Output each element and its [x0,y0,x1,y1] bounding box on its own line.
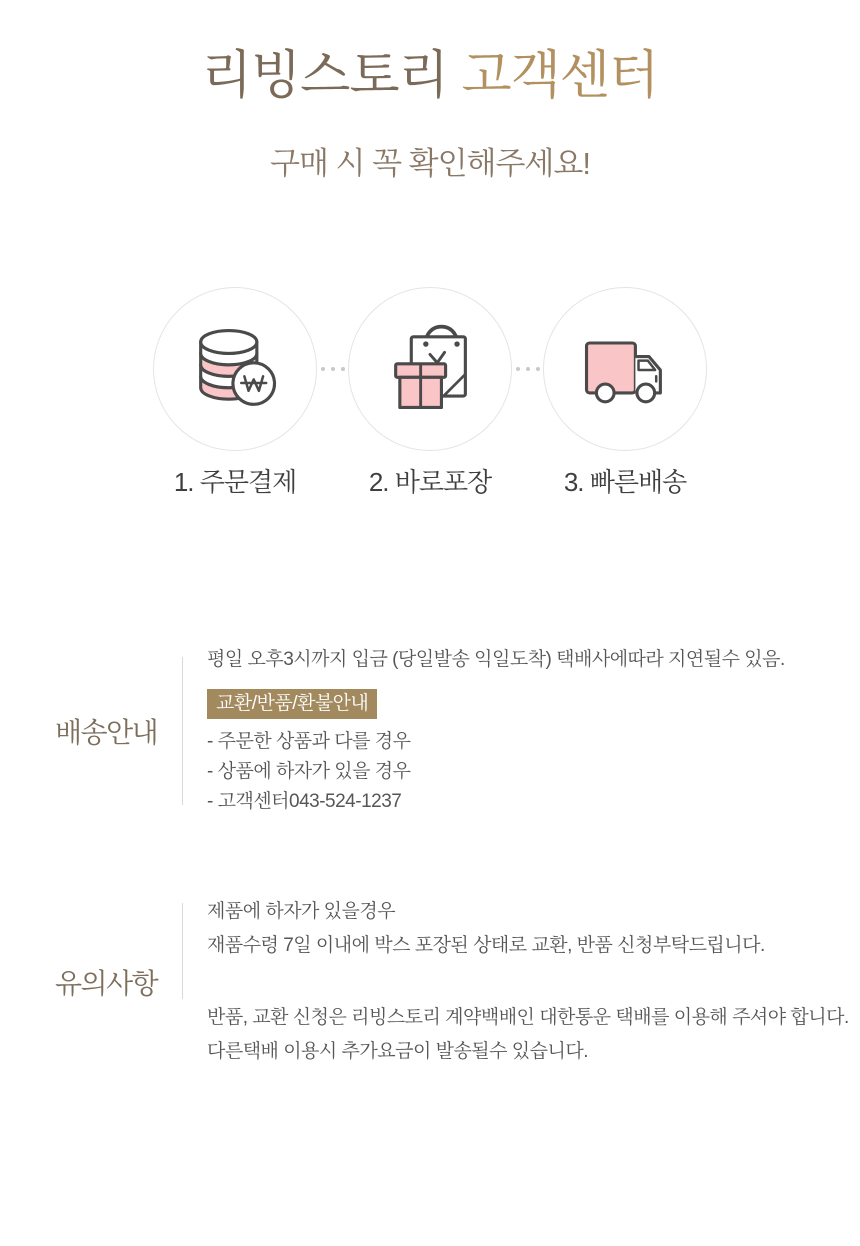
notice-line: 제품에 하자가 있을경우 [207,901,396,922]
step-fast-delivery [543,287,707,498]
notice-section-body [207,895,849,1069]
step-label: 1. 주문결제 [173,467,297,497]
purchase-steps [0,287,860,498]
vertical-divider [182,903,183,999]
shipping-intro-text: 평일 오후3시까지 입금 (당일발송 익일도착) 택배사에따라 지연될수 있음. [207,649,785,670]
step-circle [348,287,512,451]
step-packaging [348,287,512,498]
notice-section [0,895,860,1069]
step-circle [153,287,317,451]
shipping-item: - 상품에 하자가 있을 경우 [207,761,411,782]
vertical-divider [182,657,183,805]
page-title-suffix: 고객센터 [461,47,659,105]
step-label: 2. 바로포장 [368,467,492,497]
dots-connector [512,287,543,451]
notice-paragraph-courier [207,1001,849,1069]
page-subtitle: 구매 시 꼭 확인해주세요! [270,146,590,181]
shipping-item-customer-center-phone: - 고객센터043-524-1237 [207,791,402,812]
shipping-info-section [0,645,860,817]
step-order-payment [153,287,317,498]
shipping-section-body [207,645,785,817]
step-circle [543,287,707,451]
page-title-brand: 리빙스토리 [201,47,448,105]
page-title [0,46,860,106]
step-label: 3. 빠른배송 [563,467,687,497]
notice-line: 반품, 교환 신청은 리빙스토리 계약백배인 대한통운 택배를 이용해 주셔야 합니다. [207,1007,849,1028]
exchange-refund-badge: 교환/반품/환불안내 [207,689,377,719]
notice-line: 재품수령 7일 이내에 박스 포장된 상태로 교환, 반품 신청부탁드립니다. [207,935,765,956]
customer-center-page [0,46,860,1246]
dots-connector [317,287,348,451]
shipping-section-title: 배송안내 [55,717,158,748]
delivery-truck-icon [573,317,677,421]
notice-paragraph-defect [207,895,849,963]
shipping-item-list [207,727,785,817]
coin-stack-won-icon [183,317,287,421]
notice-line: 다른택배 이용시 추가요금이 발송될수 있습니다. [207,1041,588,1062]
notice-section-title: 유의사항 [55,968,158,999]
shipping-item: - 주문한 상품과 다를 경우 [207,731,411,752]
gift-bag-icon [378,317,482,421]
